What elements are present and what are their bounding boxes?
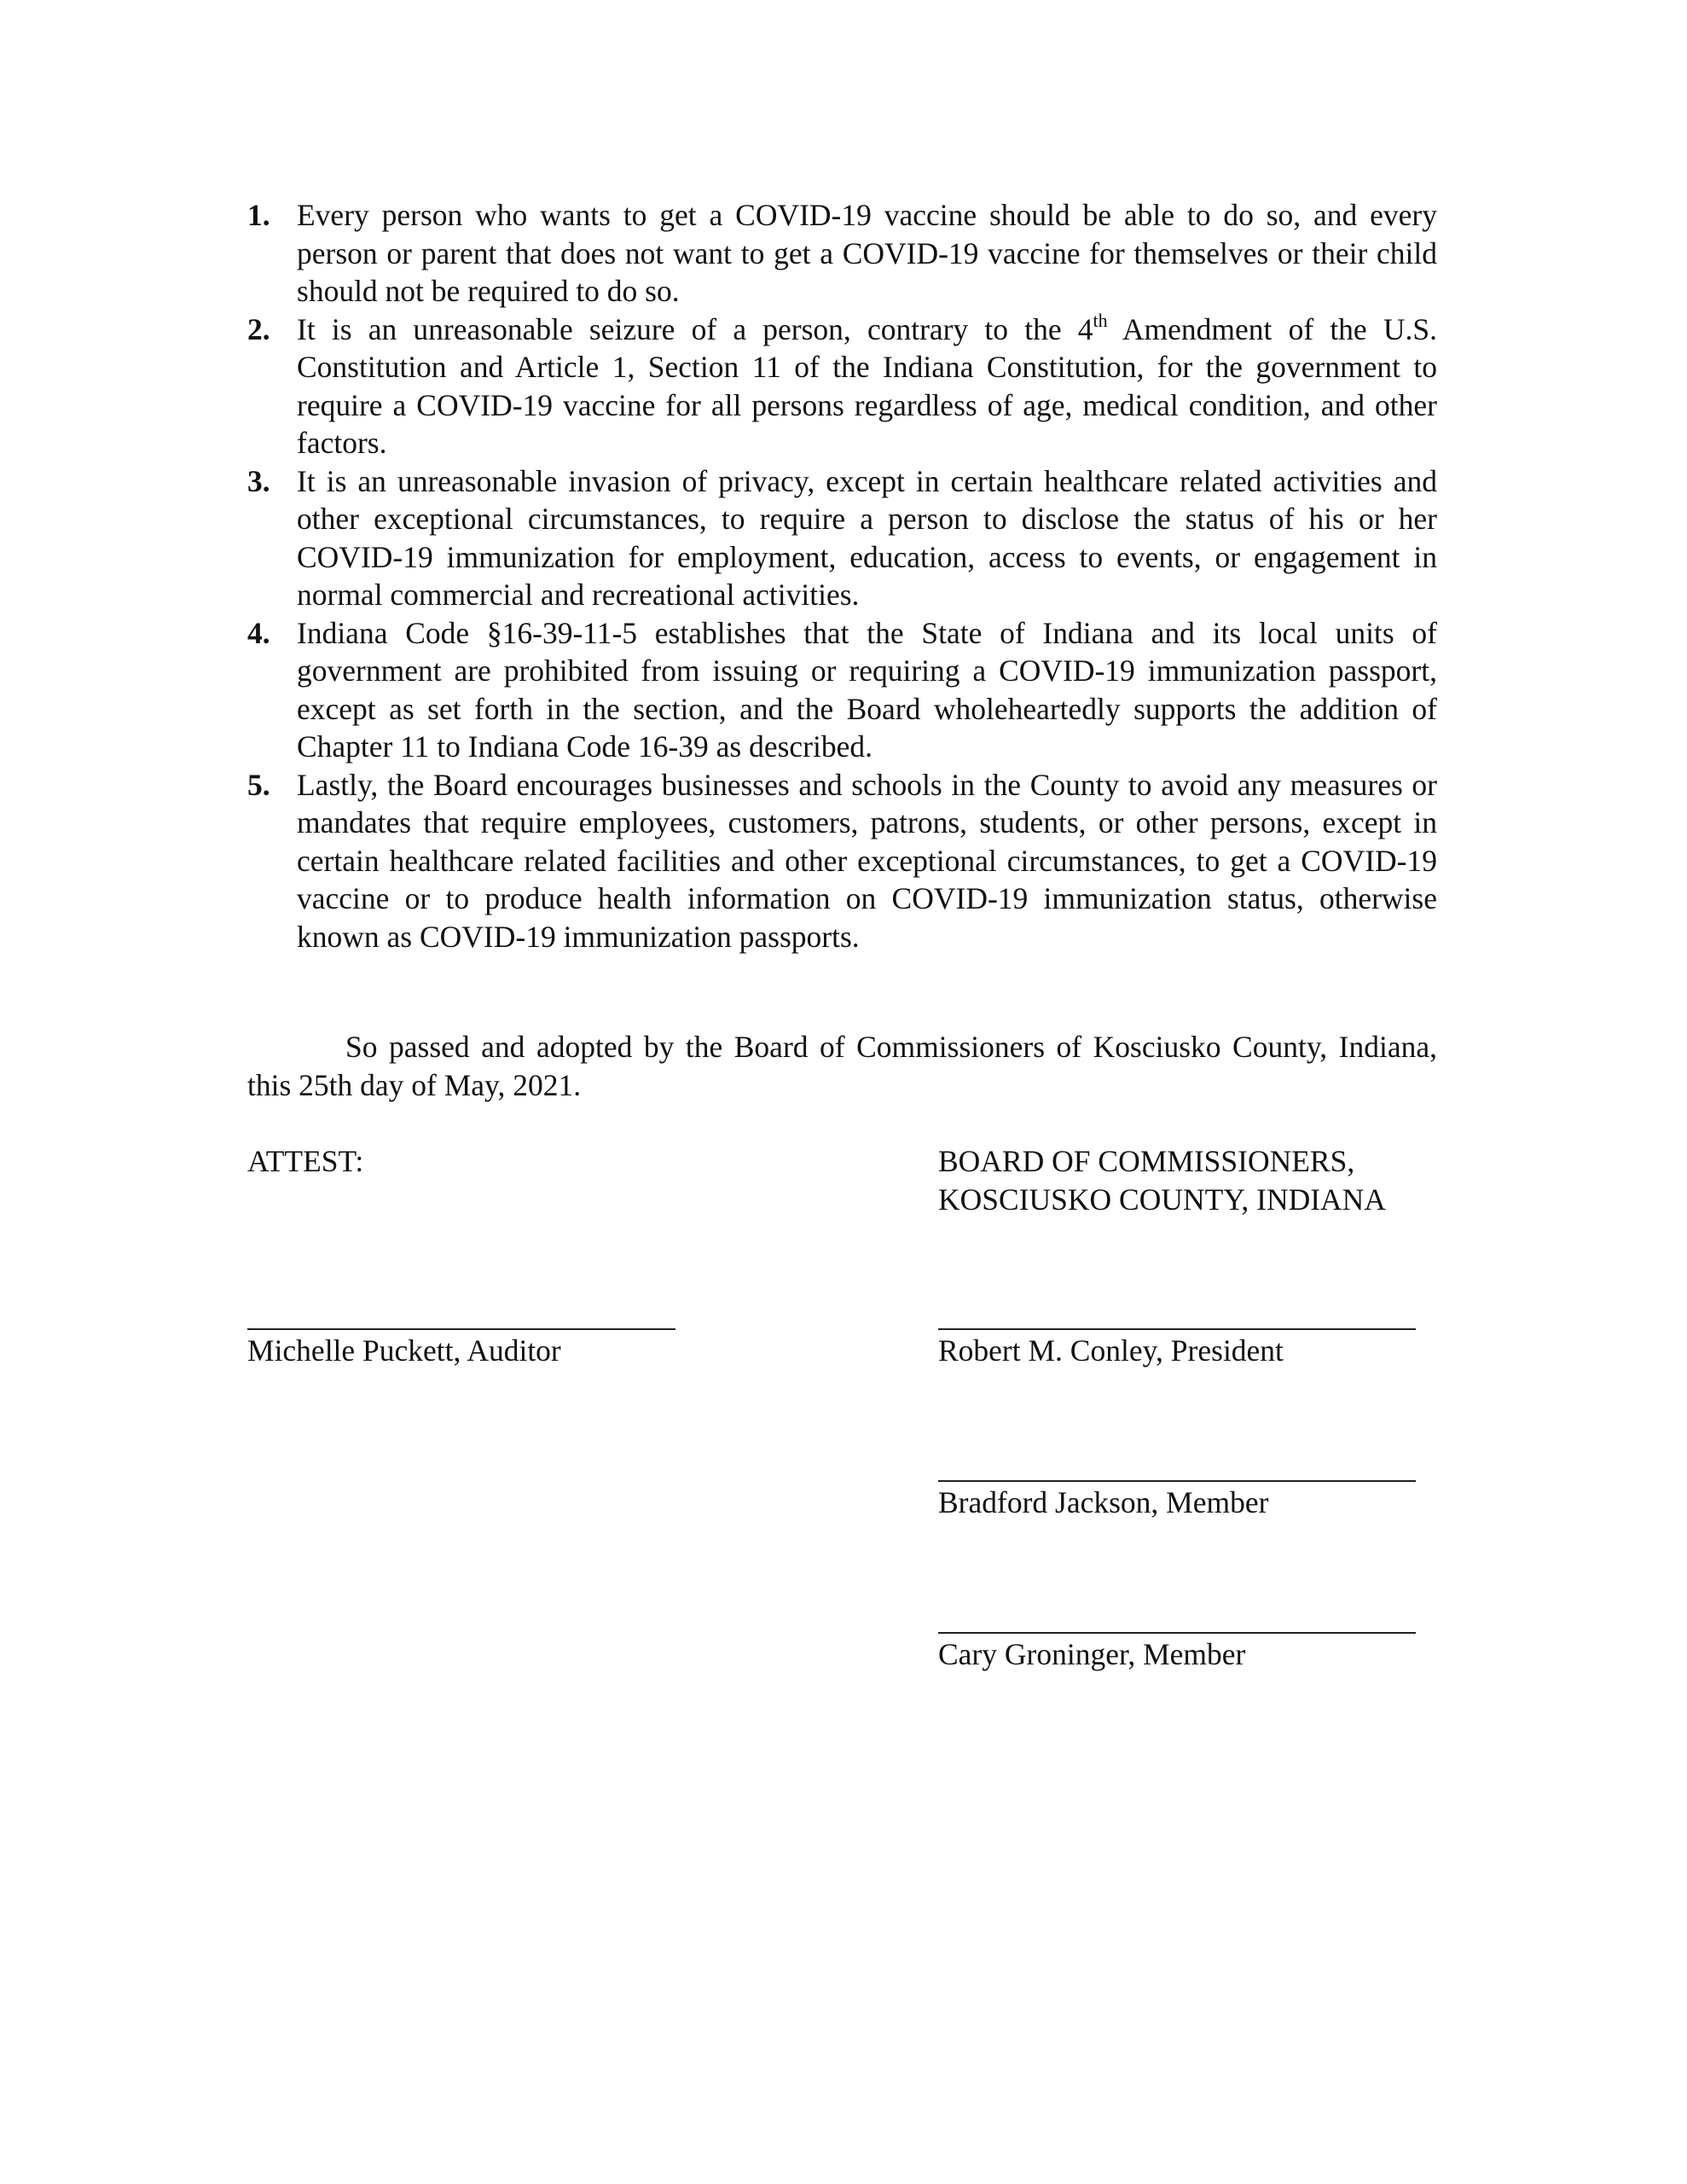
item-number: 2.: [247, 311, 270, 346]
member1-signature-line: [938, 1480, 1416, 1482]
resolution-item: [247, 196, 1437, 311]
resolution-item: [247, 462, 1437, 614]
ordinal-superscript: th: [1093, 309, 1108, 331]
closing-paragraph: So passed and adopted by the Board of Commissioners of Kosciusko County, Indiana, this 25th day of May, 2021.: [247, 1030, 1437, 1102]
item-number: 1.: [247, 198, 270, 232]
item-text: Indiana Code §16-39-11-5 establishes that the State of Indiana and its local units of government are prohibited from issuing or requiring a COVID-19 immunization passport, except as set forth in the section, and the Board wholeheartedly supports the addition of Chapter 11 to Indiana Code 16-39 as described.: [297, 615, 1437, 764]
board-line-2: KOSCIUSKO COUNTY, INDIANA: [938, 1182, 1386, 1217]
item-number: 5.: [247, 767, 270, 802]
board-line-1: BOARD OF COMMISSIONERS,: [938, 1144, 1355, 1178]
item-text-after: Amendment of the U.S. Constitution and Article 1, Section 11 of the Indiana Constitution, for the government to require a COVID-19 vaccine for all persons regardless of age, medical condition, and other factors.: [297, 311, 1438, 460]
auditor-name: Michelle Puckett, Auditor: [247, 1333, 561, 1368]
resolution-item: [247, 614, 1437, 766]
resolution-list: [247, 196, 1437, 956]
member1-name: Bradford Jackson, Member: [938, 1485, 1269, 1519]
item-number: 4.: [247, 615, 270, 650]
attest-label: ATTEST:: [247, 1144, 364, 1178]
resolution-item: [247, 766, 1437, 956]
item-number: 3.: [247, 463, 270, 498]
auditor-signature-line: [247, 1328, 675, 1330]
president-name: Robert M. Conley, President: [938, 1333, 1284, 1368]
member2-signature-line: [938, 1632, 1416, 1634]
member2-name: Cary Groninger, Member: [938, 1637, 1246, 1671]
resolution-item: [247, 311, 1437, 462]
item-text: Lastly, the Board encourages businesses and schools in the County to avoid any measures or mandates that require employees, customers, patrons, students, or other persons, except in certain healthcare related facilities and other exceptional circumstances, to get a COVID-19 vaccine or to produce health information on COVID-19 immunization status, otherwise known as COVID-19 immunization passports.: [297, 767, 1437, 954]
board-heading: [938, 1142, 1386, 1218]
president-signature-line: [938, 1328, 1416, 1330]
item-text: It is an unreasonable invasion of privacy, except in certain healthcare related activities and other exceptional circumstances, to require a person to disclose the status of his or her COVID-19 immunization for employment, education, access to events, or engagement in normal commercial and recreational activities.: [297, 463, 1437, 612]
item-text: Every person who wants to get a COVID-19 vaccine should be able to do so, and every person or parent that does not want to get a COVID-19 vaccine for themselves or their child should not be required to do so.: [297, 198, 1437, 308]
item-text-before: It is an unreasonable seizure of a person, contrary to the 4: [297, 311, 1093, 346]
